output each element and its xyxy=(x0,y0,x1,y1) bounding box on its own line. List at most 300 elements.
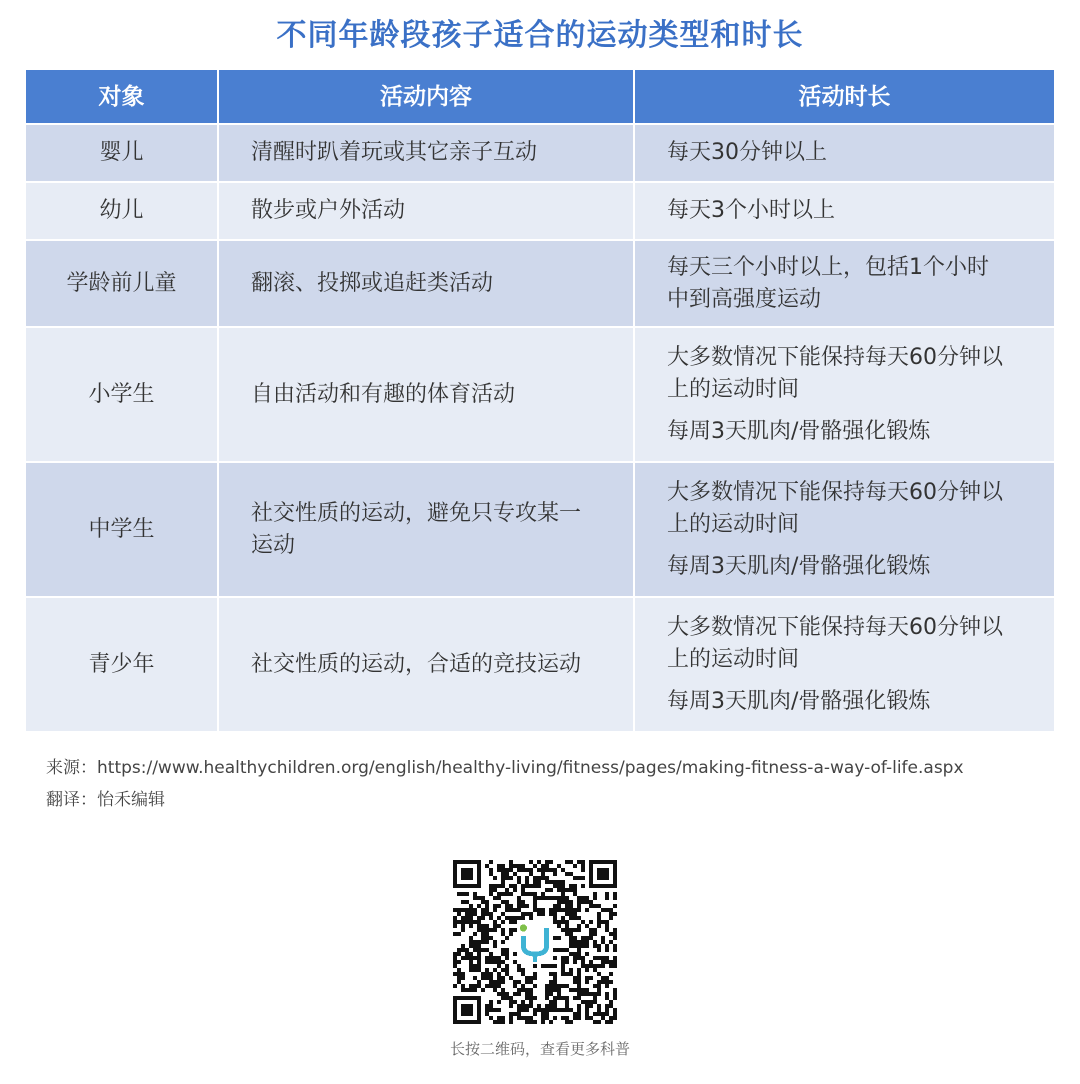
qr-module xyxy=(601,964,605,968)
qr-module xyxy=(537,868,541,872)
qr-module xyxy=(609,1004,613,1008)
qr-module xyxy=(473,968,477,972)
qr-module xyxy=(509,996,513,1000)
qr-module xyxy=(537,880,541,884)
qr-module xyxy=(609,1000,613,1004)
row-infant-duration xyxy=(635,125,1054,183)
qr-module xyxy=(469,916,473,920)
qr-module xyxy=(557,904,561,908)
qr-module xyxy=(517,896,521,900)
qr-module xyxy=(605,924,609,928)
qr-module xyxy=(549,964,553,968)
qr-module xyxy=(453,972,457,976)
qr-module xyxy=(465,948,469,952)
qr-module xyxy=(493,884,497,888)
qr-module xyxy=(509,976,513,980)
qr-module xyxy=(573,980,577,984)
qr-module xyxy=(593,896,597,900)
qr-module xyxy=(569,872,573,876)
qr-module xyxy=(605,980,609,984)
qr-module xyxy=(509,1000,513,1004)
qr-module xyxy=(565,872,569,876)
qr-module xyxy=(597,972,601,976)
qr-module xyxy=(469,960,473,964)
qr-module xyxy=(553,1008,557,1012)
qr-module xyxy=(593,892,597,896)
qr-module xyxy=(497,916,501,920)
qr-module xyxy=(489,1016,493,1020)
qr-module xyxy=(533,864,537,868)
qr-module xyxy=(497,992,501,996)
qr-module xyxy=(577,928,581,932)
qr-module xyxy=(585,1012,589,1016)
qr-module xyxy=(481,924,485,928)
qr-module xyxy=(593,940,597,944)
qr-module xyxy=(537,860,541,864)
qr-module xyxy=(601,976,605,980)
row-preschool-duration xyxy=(635,241,1054,328)
qr-module xyxy=(605,896,609,900)
qr-module xyxy=(577,980,581,984)
qr-module xyxy=(537,1004,541,1008)
qr-module xyxy=(541,1012,545,1016)
qr-module xyxy=(489,868,493,872)
qr-module xyxy=(577,944,581,948)
qr-module xyxy=(457,980,461,984)
qr-module xyxy=(489,1004,493,1008)
qr-module xyxy=(477,968,481,972)
qr-module xyxy=(525,1020,529,1024)
qr-module xyxy=(549,1020,553,1024)
qr-module xyxy=(549,908,553,912)
qr-module xyxy=(453,908,457,912)
qr-module xyxy=(605,996,609,1000)
qr-module xyxy=(569,884,573,888)
qr-module xyxy=(561,916,565,920)
qr-module xyxy=(581,960,585,964)
qr-module xyxy=(581,876,585,880)
qr-module xyxy=(517,900,521,904)
qr-module xyxy=(505,916,509,920)
qr-module xyxy=(581,884,585,888)
qr-module xyxy=(589,928,593,932)
qr-module xyxy=(601,956,605,960)
qr-module xyxy=(601,980,605,984)
qr-module xyxy=(541,1020,545,1024)
content-line: 运动 xyxy=(251,532,296,558)
qr-module xyxy=(605,1008,609,1012)
qr-module xyxy=(561,964,565,968)
qr-module xyxy=(553,1016,557,1020)
qr-module xyxy=(509,884,513,888)
qr-module xyxy=(481,972,485,976)
qr-module xyxy=(501,996,505,1000)
qr-module xyxy=(549,972,553,976)
qr-module xyxy=(521,984,525,988)
qr-module xyxy=(549,880,553,884)
qr-module xyxy=(533,884,537,888)
qr-module xyxy=(553,984,557,988)
qr-module xyxy=(557,908,561,912)
qr-module xyxy=(565,956,569,960)
qr-module xyxy=(585,980,589,984)
qr-module xyxy=(581,860,585,864)
qr-module xyxy=(493,908,497,912)
qr-module xyxy=(457,920,461,924)
qr-module xyxy=(553,912,557,916)
qr-module xyxy=(565,984,569,988)
qr-module xyxy=(565,924,569,928)
qr-module xyxy=(545,880,549,884)
qr-module xyxy=(489,912,493,916)
qr-module xyxy=(577,1016,581,1020)
qr-module xyxy=(489,936,493,940)
qr-module xyxy=(561,1016,565,1020)
qr-module xyxy=(461,944,465,948)
qr-module xyxy=(469,912,473,916)
qr-module xyxy=(509,908,513,912)
qr-module xyxy=(541,876,545,880)
qr-module xyxy=(569,912,573,916)
qr-module xyxy=(557,948,561,952)
qr-module xyxy=(561,984,565,988)
qr-module xyxy=(557,900,561,904)
qr-module xyxy=(541,1016,545,1020)
qr-module xyxy=(609,908,613,912)
row-teen-content: 社交性质的运动，合适的竞技运动 xyxy=(219,598,635,731)
qr-module xyxy=(497,904,501,908)
qr-module xyxy=(517,1012,521,1016)
header-target: 对象 xyxy=(26,70,219,125)
qr-module xyxy=(501,928,505,932)
qr-module xyxy=(541,964,545,968)
qr-module xyxy=(541,892,545,896)
qr-module xyxy=(517,908,521,912)
qr-module xyxy=(501,868,505,872)
qr-module xyxy=(493,1020,497,1024)
qr-module xyxy=(593,984,597,988)
qr-module xyxy=(605,948,609,952)
qr-module xyxy=(521,1004,525,1008)
qr-module xyxy=(493,928,497,932)
qr-module xyxy=(561,880,565,884)
qr-module xyxy=(521,864,525,868)
qr-module xyxy=(517,1008,521,1012)
qr-module xyxy=(565,1008,569,1012)
qr-module xyxy=(541,872,545,876)
qr-module xyxy=(557,984,561,988)
row-primary-duration xyxy=(635,328,1054,463)
qr-module xyxy=(517,988,521,992)
qr-module xyxy=(541,912,545,916)
qr-module xyxy=(573,940,577,944)
qr-module xyxy=(509,892,513,896)
qr-module xyxy=(593,1000,597,1004)
qr-module xyxy=(577,952,581,956)
qr-module xyxy=(473,976,477,980)
qr-module xyxy=(549,860,553,864)
qr-module xyxy=(489,860,493,864)
qr-module xyxy=(453,984,457,988)
qr-module xyxy=(457,948,461,952)
qr-module xyxy=(533,896,537,900)
qr-module xyxy=(573,1016,577,1020)
qr-module xyxy=(497,1000,501,1004)
qr-module xyxy=(453,952,457,956)
qr-module xyxy=(513,884,517,888)
qr-module xyxy=(597,1008,601,1012)
qr-module xyxy=(497,972,501,976)
qr-module xyxy=(501,992,505,996)
qr-module xyxy=(529,912,533,916)
qr-module xyxy=(501,876,505,880)
qr-module xyxy=(573,988,577,992)
qr-module xyxy=(541,868,545,872)
qr-module xyxy=(497,884,501,888)
qr-module xyxy=(589,1016,593,1020)
qr-module xyxy=(553,884,557,888)
duration-line: 上的运动时间 xyxy=(667,511,800,537)
qr-module xyxy=(493,944,497,948)
qr-module xyxy=(485,972,489,976)
qr-module xyxy=(529,1016,533,1020)
qr-module xyxy=(525,1016,529,1020)
qr-module xyxy=(477,980,481,984)
qr-module xyxy=(589,904,593,908)
qr-module xyxy=(453,956,457,960)
qr-module xyxy=(513,920,517,924)
qr-module xyxy=(521,1016,525,1020)
qr-module xyxy=(505,992,509,996)
header-content: 活动内容 xyxy=(219,70,635,125)
qr-module xyxy=(525,904,529,908)
qr-module xyxy=(521,1008,525,1012)
qr-module xyxy=(577,976,581,980)
qr-module xyxy=(569,988,573,992)
qr-module xyxy=(561,900,565,904)
qr-module xyxy=(545,888,549,892)
duration-line: 每天三个小时以上，包括1个小时 xyxy=(667,254,989,280)
qr-module xyxy=(457,892,461,896)
qr-module xyxy=(461,892,465,896)
qr-module xyxy=(469,988,473,992)
qr-module xyxy=(485,984,489,988)
qr-module xyxy=(545,860,549,864)
qr-module xyxy=(593,1020,597,1024)
qr-module xyxy=(493,980,497,984)
qr-module xyxy=(613,912,617,916)
qr-module xyxy=(493,904,497,908)
qr-module xyxy=(557,1008,561,1012)
qr-module xyxy=(609,1016,613,1020)
qr-module xyxy=(517,868,521,872)
qr-module xyxy=(585,900,589,904)
qr-module xyxy=(505,948,509,952)
qr-module xyxy=(489,916,493,920)
qr-module xyxy=(525,976,529,980)
qr-module xyxy=(473,908,477,912)
qr-module xyxy=(481,896,485,900)
qr-module xyxy=(569,952,573,956)
qr-module xyxy=(553,1004,557,1008)
qr-module xyxy=(529,1020,533,1024)
qr-module xyxy=(517,916,521,920)
qr-module xyxy=(585,964,589,968)
row-teen-target: 青少年 xyxy=(26,598,219,731)
qr-module xyxy=(477,928,481,932)
qr-module xyxy=(541,908,545,912)
qr-module xyxy=(545,992,549,996)
duration-line: 每天3个小时以上 xyxy=(667,198,835,223)
qr-module xyxy=(561,896,565,900)
qr-module xyxy=(521,988,525,992)
qr-module xyxy=(597,992,601,996)
qr-module xyxy=(481,900,485,904)
qr-module xyxy=(505,956,509,960)
qr-module xyxy=(513,928,517,932)
qr-module xyxy=(461,924,465,928)
qr-module xyxy=(481,976,485,980)
qr-module xyxy=(557,996,561,1000)
qr-module xyxy=(573,1012,577,1016)
qr-module xyxy=(581,964,585,968)
qr-module xyxy=(565,904,569,908)
qr-module xyxy=(481,932,485,936)
qr-module xyxy=(565,900,569,904)
qr-module xyxy=(489,972,493,976)
qr-module xyxy=(525,992,529,996)
qr-module xyxy=(489,892,493,896)
qr-module xyxy=(597,1020,601,1024)
qr-module xyxy=(597,944,601,948)
qr-module xyxy=(489,976,493,980)
qr-module xyxy=(489,980,493,984)
qr-module xyxy=(493,960,497,964)
qr-module xyxy=(557,864,561,868)
qr-module xyxy=(597,912,601,916)
qr-module xyxy=(609,972,613,976)
qr-module xyxy=(569,944,573,948)
qr-module xyxy=(525,880,529,884)
qr-module xyxy=(577,956,581,960)
qr-module xyxy=(493,876,497,880)
qr-module xyxy=(609,932,613,936)
qr-module xyxy=(509,916,513,920)
qr-module xyxy=(561,928,565,932)
qr-module xyxy=(561,908,565,912)
qr-module xyxy=(501,940,505,944)
qr-module xyxy=(497,892,501,896)
qr-module xyxy=(513,888,517,892)
qr-module xyxy=(481,940,485,944)
qr-module xyxy=(577,948,581,952)
qr-module xyxy=(489,1000,493,1004)
qr-module xyxy=(473,984,477,988)
qr-module xyxy=(581,956,585,960)
qr-module xyxy=(505,964,509,968)
qr-module xyxy=(561,968,565,972)
qr-module xyxy=(597,984,601,988)
qr-module xyxy=(501,980,505,984)
qr-module xyxy=(565,948,569,952)
qr-module xyxy=(609,980,613,984)
qr-module xyxy=(529,872,533,876)
qr-module xyxy=(509,1004,513,1008)
qr-module xyxy=(557,988,561,992)
qr-module xyxy=(577,916,581,920)
qr-module xyxy=(493,968,497,972)
qr-module xyxy=(521,972,525,976)
header-duration: 活动时长 xyxy=(635,70,1054,125)
qr-module xyxy=(577,876,581,880)
qr-module xyxy=(521,968,525,972)
qr-module xyxy=(581,936,585,940)
qr-module xyxy=(457,908,461,912)
qr-module xyxy=(613,928,617,932)
row-middle-content xyxy=(219,463,635,598)
source-text: 来源：https://www.healthychildren.org/english/healthy-living/fitness/pages/making-fitness-a-way-of-life.aspx xyxy=(46,758,964,778)
logo-icon xyxy=(517,920,553,964)
qr-module xyxy=(525,1008,529,1012)
qr-module xyxy=(613,1008,617,1012)
qr-module xyxy=(517,980,521,984)
qr-module xyxy=(461,988,465,992)
qr-module xyxy=(469,984,473,988)
qr-module xyxy=(513,980,517,984)
qr-module xyxy=(577,924,581,928)
qr-module xyxy=(485,968,489,972)
qr-code[interactable] xyxy=(453,860,617,1024)
qr-module xyxy=(585,1008,589,1012)
qr-module xyxy=(605,892,609,896)
qr-module xyxy=(465,912,469,916)
qr-module xyxy=(565,928,569,932)
qr-module xyxy=(545,1008,549,1012)
qr-module xyxy=(597,916,601,920)
qr-module xyxy=(553,916,557,920)
qr-finder-top-right xyxy=(589,860,617,888)
qr-module xyxy=(565,896,569,900)
qr-module xyxy=(581,896,585,900)
qr-module xyxy=(545,964,549,968)
qr-module xyxy=(529,860,533,864)
qr-module xyxy=(577,860,581,864)
qr-module xyxy=(497,868,501,872)
qr-module xyxy=(597,1004,601,1008)
qr-module xyxy=(545,868,549,872)
qr-module xyxy=(453,924,457,928)
qr-module xyxy=(569,940,573,944)
qr-module xyxy=(501,1020,505,1024)
duration-line: 大多数情况下能保持每天60分钟以 xyxy=(667,614,1003,640)
qr-module xyxy=(493,896,497,900)
qr-module xyxy=(505,972,509,976)
qr-module xyxy=(533,1012,537,1016)
qr-module xyxy=(513,864,517,868)
qr-module xyxy=(477,916,481,920)
qr-module xyxy=(501,920,505,924)
qr-module xyxy=(513,1000,517,1004)
qr-module xyxy=(465,956,469,960)
row-primary-target: 小学生 xyxy=(26,328,219,463)
qr-module xyxy=(501,912,505,916)
qr-module xyxy=(581,988,585,992)
qr-module xyxy=(557,924,561,928)
qr-module xyxy=(473,912,477,916)
qr-module xyxy=(513,916,517,920)
qr-module xyxy=(549,868,553,872)
qr-module xyxy=(505,968,509,972)
